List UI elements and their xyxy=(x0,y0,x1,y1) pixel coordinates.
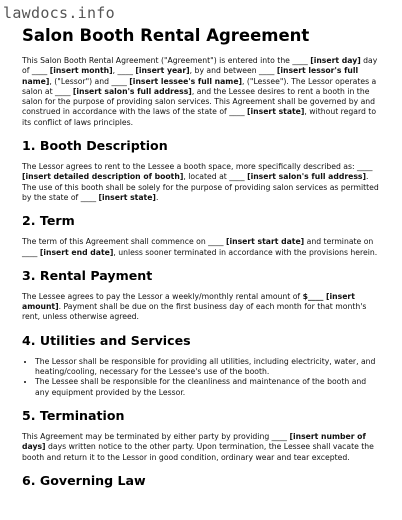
placeholder-start-date: [insert start date] xyxy=(225,237,305,247)
placeholder-day: [insert day] xyxy=(310,56,361,65)
document-title: Salon Booth Rental Agreement xyxy=(22,26,310,45)
section-paragraph xyxy=(22,162,382,203)
section-term xyxy=(22,213,382,258)
section-utilities xyxy=(22,333,382,398)
placeholder-state: [insert state] xyxy=(98,192,156,202)
rent-text-1: The Lessee agrees to pay the Lessor a weekly/monthly rental amount of xyxy=(22,291,303,301)
section-heading: 6. Governing Law xyxy=(22,472,146,488)
placeholder-salon-address: [insert salon's full address] xyxy=(72,86,192,96)
placeholder-number-of-days: [insert number of days] xyxy=(22,431,366,452)
section-heading: 1. Booth Description xyxy=(22,138,168,154)
term-text-2: and terminate on ____ xyxy=(22,237,374,257)
placeholder-lessee-name: [insert lessee's full name] xyxy=(129,76,243,86)
intro-text-2: day of ____ xyxy=(22,56,378,76)
termination-text-1: This Agreement may be terminated by either party by providing ____ xyxy=(22,431,290,441)
list-item: • The Lessee shall be responsible for the cleanliness and maintenance of the booth and any equipment provided by the Lessor. xyxy=(35,377,382,398)
section-paragraph xyxy=(22,292,382,323)
intro-text-7: , and the Lessee desires to rent a booth in the salon for the purpose of providing salon services. This Agreement shall be governed by and construed in accordance with the laws of the state of ____ xyxy=(22,86,376,117)
placeholder-amount: $____ [insert amount] xyxy=(22,291,355,312)
placeholder-lessor-name: [insert lessor's full name] xyxy=(22,66,359,86)
rent-text-2: . Payment shall be due on the first business day of each month for that month's rent, unless otherwise agreed. xyxy=(22,302,367,322)
intro-text-3: , ____ xyxy=(112,66,136,76)
booth-text-4: . xyxy=(155,192,159,202)
site-watermark: lawdocs.info xyxy=(3,4,115,22)
placeholder-salon-address: [insert salon's full address] xyxy=(247,172,367,182)
section-heading: 2. Term xyxy=(22,213,75,229)
intro-paragraph xyxy=(22,56,382,128)
term-text-1: The term of this Agreement shall commence on ____ xyxy=(22,237,226,247)
placeholder-year: [insert year] xyxy=(135,66,190,76)
termination-text-2: days written notice to the other party. Upon termination, the Lessee shall vacate the booth and return it to the Lessor in good condition, ordinary wear and tear excepted. xyxy=(22,442,374,462)
placeholder-end-date: [insert end date] xyxy=(39,247,114,257)
placeholder-booth-description: [insert detailed description of booth] xyxy=(22,172,184,182)
booth-text-2: , located at ____ xyxy=(183,172,248,182)
document-body xyxy=(22,56,382,497)
intro-text-1: This Salon Booth Rental Agreement ("Agreement") is entered into the ____ xyxy=(22,56,311,65)
section-termination xyxy=(22,408,382,463)
bullet-list xyxy=(22,357,382,398)
booth-text-1: The Lessor agrees to rent to the Lessee a booth space, more specifically described as: ____ xyxy=(22,162,373,172)
section-heading: 4. Utilities and Services xyxy=(22,332,191,348)
section-paragraph xyxy=(22,432,382,463)
section-booth-description xyxy=(22,138,382,203)
placeholder-state: [insert state] xyxy=(247,107,305,117)
section-heading: 3. Rental Payment xyxy=(22,267,153,283)
term-text-3: , unless sooner terminated in accordance with the provisions herein. xyxy=(113,247,378,257)
intro-text-6: , ("Lessee"). The Lessor operates a salon at ____ xyxy=(22,76,377,96)
section-heading: 5. Termination xyxy=(22,407,125,423)
intro-text-8: , without regard to its conflict of laws principles. xyxy=(22,107,377,127)
section-governing-law xyxy=(22,473,382,488)
intro-text-4: , by and between ____ xyxy=(189,66,277,76)
placeholder-month: [insert month] xyxy=(49,66,113,76)
intro-text-5: , ("Lessor") and ____ xyxy=(49,76,130,86)
list-item: • The Lessor shall be responsible for providing all utilities, including electricity, water, and heating/cooling, necessary for the Lessee's use of the booth. xyxy=(35,357,382,378)
section-rental-payment xyxy=(22,268,382,323)
booth-text-3: . The use of this booth shall be solely for the purpose of providing salon services as permitted by the state of ____ xyxy=(22,172,379,202)
section-paragraph xyxy=(22,237,382,258)
